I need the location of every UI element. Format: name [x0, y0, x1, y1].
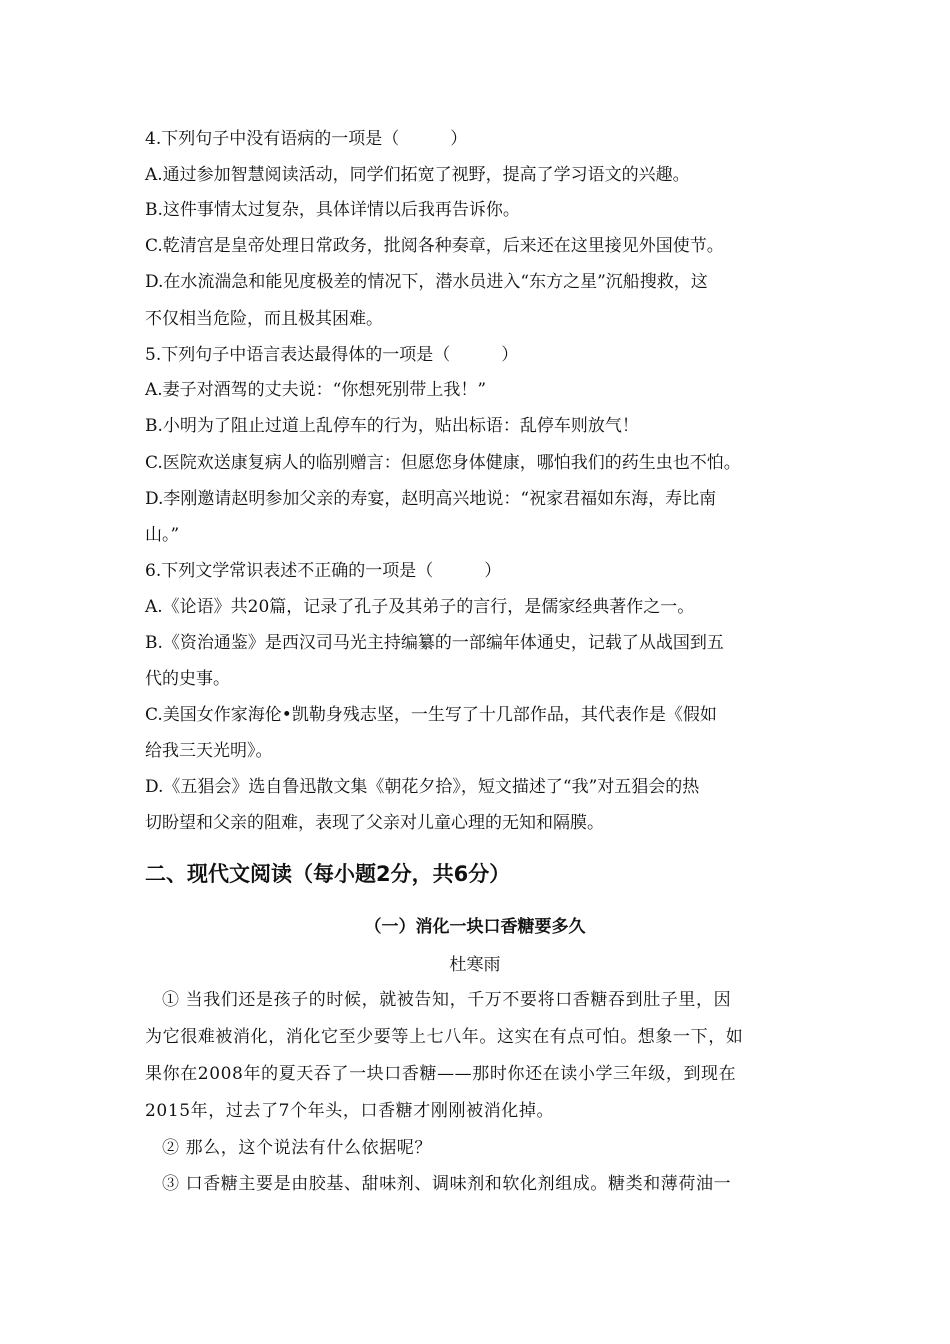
passage-line-6: ③ 口香糖主要是由胶基、甜味剂、调味剂和软化剂组成。糖类和薄荷油一: [162, 1174, 732, 1194]
passage-line-4: 2015年，过去了7个年头，口香糖才刚刚被消化掉。: [145, 1101, 555, 1121]
question-6-option-b-cont: 代的史事。: [145, 669, 230, 689]
question-6-option-d-cont: 切盼望和父亲的阻难，表现了父亲对儿童心理的无知和隔膜。: [145, 813, 604, 833]
question-6-option-c-cont: 给我三天光明》。: [145, 741, 273, 761]
passage-line-5: ② 那么，这个说法有什么依据呢？: [162, 1138, 433, 1158]
question-6-option-c: C.美国女作家海伦•凯勒身残志坚，一生写了十几部作品，其代表作是《假如: [145, 705, 717, 725]
question-6-option-d: D.《五猖会》选自鲁迅散文集《朝花夕拾》，短文描述了“我”对五猖会的热: [145, 777, 700, 797]
question-6-stem: 6.下列文学常识表述不正确的一项是（ ）: [145, 561, 502, 581]
question-5-stem: 5.下列句子中语言表达最得体的一项是（ ）: [145, 345, 519, 365]
question-5-option-d-cont: 山。”: [145, 525, 180, 545]
question-6-option-a: A.《论语》共20篇，记录了孔子及其弟子的言行，是儒家经典著作之一。: [145, 597, 695, 617]
question-5-option-c: C.医院欢送康复病人的临别赠言：但愿您身体健康，哪怕我们的药生虫也不怕。: [145, 453, 741, 473]
question-5-option-d: D.李刚邀请赵明参加父亲的寿宴，赵明高兴地说：“祝家君福如东海，寿比南: [145, 489, 717, 509]
question-4-option-b: B.这件事情太过复杂，具体详情以后我再告诉你。: [145, 200, 520, 220]
question-4-stem: 4.下列句子中没有语病的一项是（ ）: [145, 129, 468, 149]
passage-author: 杜寒雨: [449, 955, 501, 975]
question-4-option-a: A.通过参加智慧阅读活动，同学们拓宽了视野，提高了学习语文的兴趣。: [145, 165, 690, 185]
passage-line-1: ① 当我们还是孩子的时候，就被告知，千万不要将口香糖吞到肚子里，因: [162, 990, 732, 1010]
question-4-option-c: C.乾清宫是皇帝处理日常政务，批阅各种奏章，后来还在这里接见外国使节。: [145, 236, 724, 256]
section-heading: 二、现代文阅读（每小题2分，共6分）: [145, 862, 511, 886]
passage-line-2: 为它很难被消化，消化它至少要等上七八年。这实在有点可怕。想象一下，如: [145, 1027, 744, 1047]
question-4-option-d-cont: 不仅相当危险，而且极其困难。: [145, 309, 383, 329]
question-5-option-a: A.妻子对酒驾的丈夫说：“你想死别带上我！”: [145, 380, 487, 400]
question-6-option-b: B.《资治通鉴》是西汉司马光主持编纂的一部编年体通史，记载了从战国到五: [145, 633, 724, 653]
question-4-option-d: D.在水流湍急和能见度极差的情况下，潜水员进入“东方之星”沉船搜救，这: [145, 272, 708, 292]
question-5-option-b: B.小明为了阻止过道上乱停车的行为，贴出标语：乱停车则放气！: [145, 416, 639, 436]
passage-line-3: 果你在2008年的夏天吞了一块口香糖——那时你还在读小学三年级，到现在: [145, 1064, 737, 1084]
passage-title: （一）消化一块口香糖要多久: [364, 917, 586, 937]
